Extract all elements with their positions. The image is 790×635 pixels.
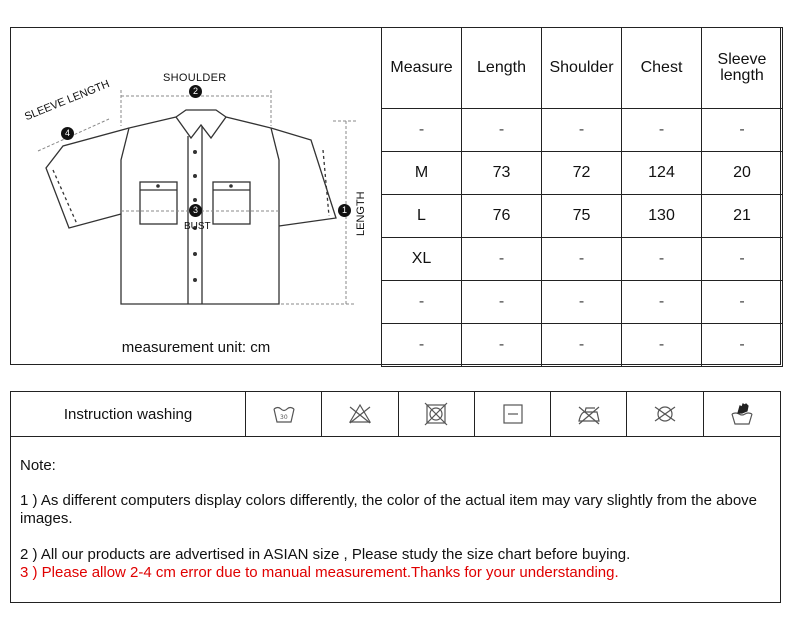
table-cell: - [382, 324, 462, 367]
table-cell: - [542, 109, 622, 152]
table-cell: - [702, 281, 783, 324]
table-cell: 73 [462, 152, 542, 195]
table-cell: XL [382, 238, 462, 281]
table-cell: - [542, 238, 622, 281]
table-cell: 20 [702, 152, 783, 195]
do-not-iron-icon [551, 392, 627, 436]
shoulder-label: SHOULDER [163, 72, 227, 84]
size-table-header-row [382, 28, 783, 109]
do-not-tumble-dry-icon [399, 392, 475, 436]
notes-title: Note: [20, 457, 56, 474]
marker-3-badge: 3 [189, 204, 202, 217]
table-cell: - [462, 281, 542, 324]
size-table [381, 27, 783, 367]
marker-4-badge: 4 [61, 127, 74, 140]
table-row [382, 195, 783, 238]
do-not-dry-clean-icon [627, 392, 703, 436]
table-row [382, 238, 783, 281]
header-chest: Chest [622, 28, 702, 109]
table-cell: - [702, 238, 783, 281]
care-and-notes-section [10, 391, 781, 603]
table-cell: - [622, 109, 702, 152]
table-cell: L [382, 195, 462, 238]
note-item: 2 ) All our products are advertised in ASIAN size , Please study the size chart before buying. [20, 546, 631, 563]
table-cell: - [622, 324, 702, 367]
svg-text:30: 30 [279, 414, 288, 421]
table-cell: 130 [622, 195, 702, 238]
flat-dry-icon [475, 392, 551, 436]
table-cell: - [462, 324, 542, 367]
table-cell: - [382, 281, 462, 324]
table-cell: 72 [542, 152, 622, 195]
marker-2-badge: 2 [189, 85, 202, 98]
measurement-unit-label: measurement unit: cm [121, 339, 271, 356]
table-cell: - [462, 238, 542, 281]
table-cell: - [542, 281, 622, 324]
header-sleeve-length: Sleeve length [702, 28, 783, 109]
sleeve-length-label: SLEEVE LENGTH [23, 78, 112, 124]
header-measure: Measure [382, 28, 462, 109]
note-item: 1 ) As different computers display colors differently, the color of the actual item may vary slightly from the above images. [20, 492, 758, 527]
size-chart-section [10, 27, 781, 365]
table-cell: - [462, 109, 542, 152]
bust-label: BUST [184, 221, 211, 232]
marker-1-badge: 1 [338, 204, 351, 217]
note-item-warning: 3 ) Please allow 2-4 cm error due to manual measurement.Thanks for your understanding. [20, 564, 619, 581]
table-cell: 76 [462, 195, 542, 238]
notes-area [20, 457, 770, 582]
table-cell: M [382, 152, 462, 195]
length-label: LENGTH [355, 191, 367, 236]
header-shoulder: Shoulder [542, 28, 622, 109]
table-row [382, 281, 783, 324]
hand-wash-icon [704, 392, 780, 436]
table-cell: - [542, 324, 622, 367]
table-cell: 124 [622, 152, 702, 195]
do-not-bleach-icon [322, 392, 398, 436]
table-cell: - [622, 281, 702, 324]
washing-instructions-row [11, 392, 780, 437]
table-cell: - [382, 109, 462, 152]
header-length: Length [462, 28, 542, 109]
washing-instructions-label: Instruction washing [11, 392, 246, 436]
shirt-measurement-diagram [11, 28, 381, 364]
table-cell: - [702, 324, 783, 367]
wash-30-icon [246, 392, 322, 436]
table-row [382, 109, 783, 152]
table-cell: 21 [702, 195, 783, 238]
table-cell: 75 [542, 195, 622, 238]
table-cell: - [702, 109, 783, 152]
table-row [382, 324, 783, 367]
table-cell: - [622, 238, 702, 281]
table-row [382, 152, 783, 195]
